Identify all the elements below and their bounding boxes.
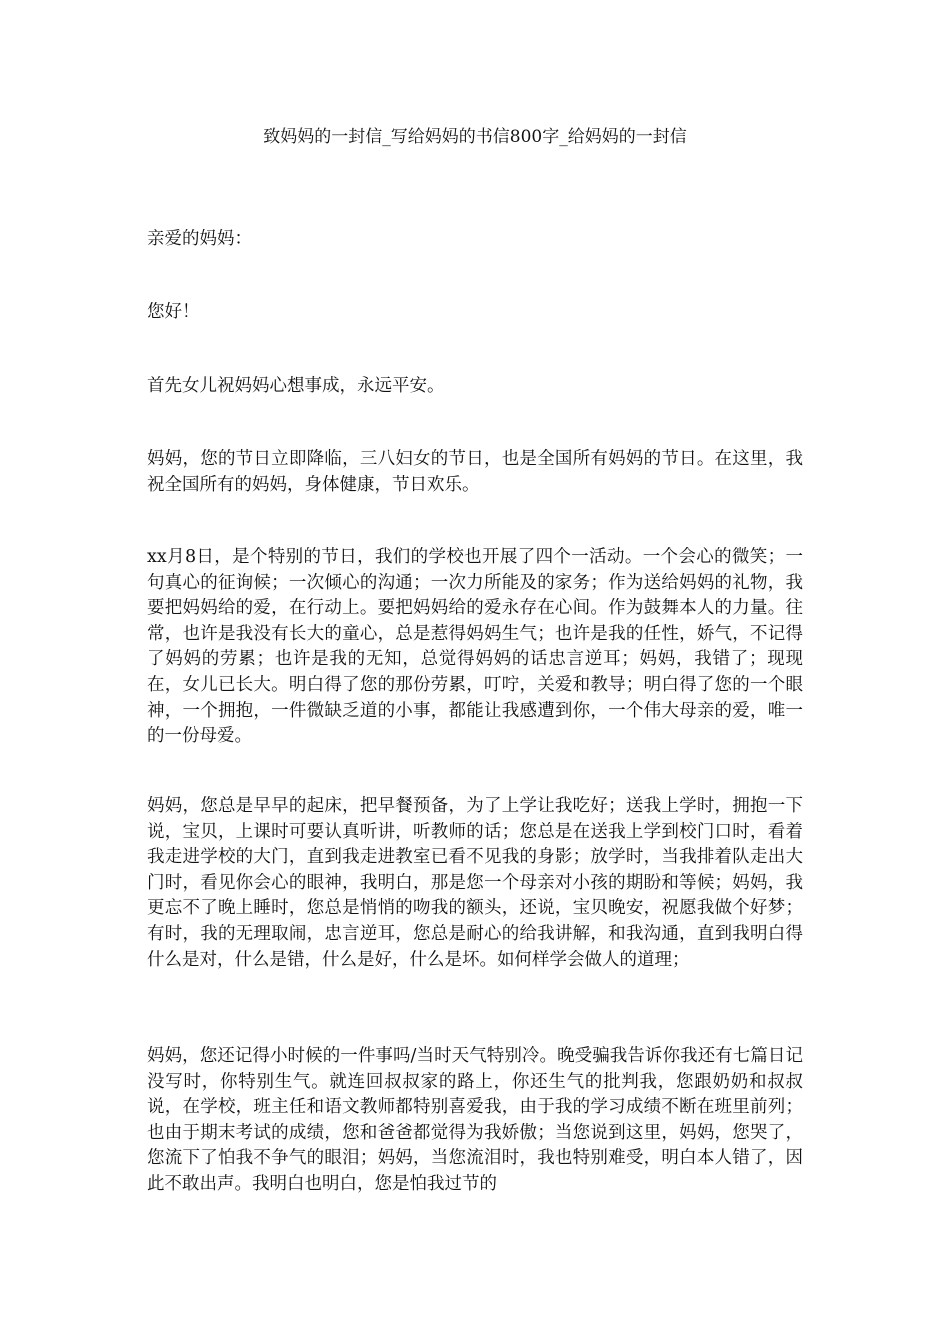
wish-paragraph: 首先女儿祝妈妈心想事成，永远平安。 [147, 376, 445, 396]
greeting-paragraph: 您好！ [147, 302, 200, 322]
document-title: 致妈妈的一封信_写给妈妈的书信800字_给妈妈的一封信 [263, 127, 687, 147]
childhood-memory-paragraph: 妈妈，您还记得小时候的一件事吗/当时天气特别冷。晚受骗我告诉你我还有七篇日记没写时，你特别生气。就连回叔叔家的路上，你还生气的批判我，您跟奶奶和叔叔说，在学校，班主任和语文教师都特别喜爱我，由于我的学习成绩不断在班里前列；也由于期末考试的成绩，您和爸爸都觉得为我娇傲；当您说到这里，妈妈，您哭了，您流下了怕我不争气的眼泪；妈妈，当您流泪时，我也特别难受，明白本人错了，因此不敢出声。我明白也明白，您是怕我过节的 [147, 1046, 803, 1194]
daily-care-paragraph: 妈妈，您总是早早的起床，把早餐预备，为了上学让我吃好；送我上学时，拥抱一下说，宝贝，上课时可要认真听讲，听教师的话；您总是在送我上学到校门口时，看着我走进学校的大门，直到我走进教室已看不见我的身影；放学时，当我排着队走出大门时，看见你会心的眼神，我明白，那是您一个母亲对小孩的期盼和等候；妈妈，我更忘不了晚上睡时，您总是悄悄的吻我的额头，还说，宝贝晚安，祝愿我做个好梦；有时，我的无理取闹，忠言逆耳，您总是耐心的给我讲解，和我沟通，直到我明白得什么是对，什么是错，什么是好，什么是坏。如何样学会做人的道理； [147, 796, 803, 970]
salutation-paragraph: 亲爱的妈妈： [147, 229, 252, 249]
school-activity-paragraph: xx月8日，是个特别的节日，我们的学校也开展了四个一活动。一个会心的微笑；一句真心的征询候；一次倾心的沟通；一次力所能及的家务；作为送给妈妈的礼物，我要把妈妈给的爱，在行动上。要把妈妈给的爱永存在心间。作为鼓舞本人的力量。往常，也许是我没有长大的童心，总是惹得妈妈生气；也许是我的任性，娇气，不记得了妈妈的劳累；也许是我的无知，总觉得妈妈的话忠言逆耳；妈妈，我错了；现现在，女儿已长大。明白得了您的那份劳累，叮咛，关爱和教导；明白得了您的一个眼神，一个拥抱，一件微缺乏道的小事，都能让我感遭到你，一个伟大母亲的爱，唯一的一份母爱。 [147, 547, 803, 747]
festival-paragraph: 妈妈，您的节日立即降临，三八妇女的节日，也是全国所有妈妈的节日。在这里，我祝全国所有的妈妈，身体健康，节日欢乐。 [147, 449, 803, 495]
